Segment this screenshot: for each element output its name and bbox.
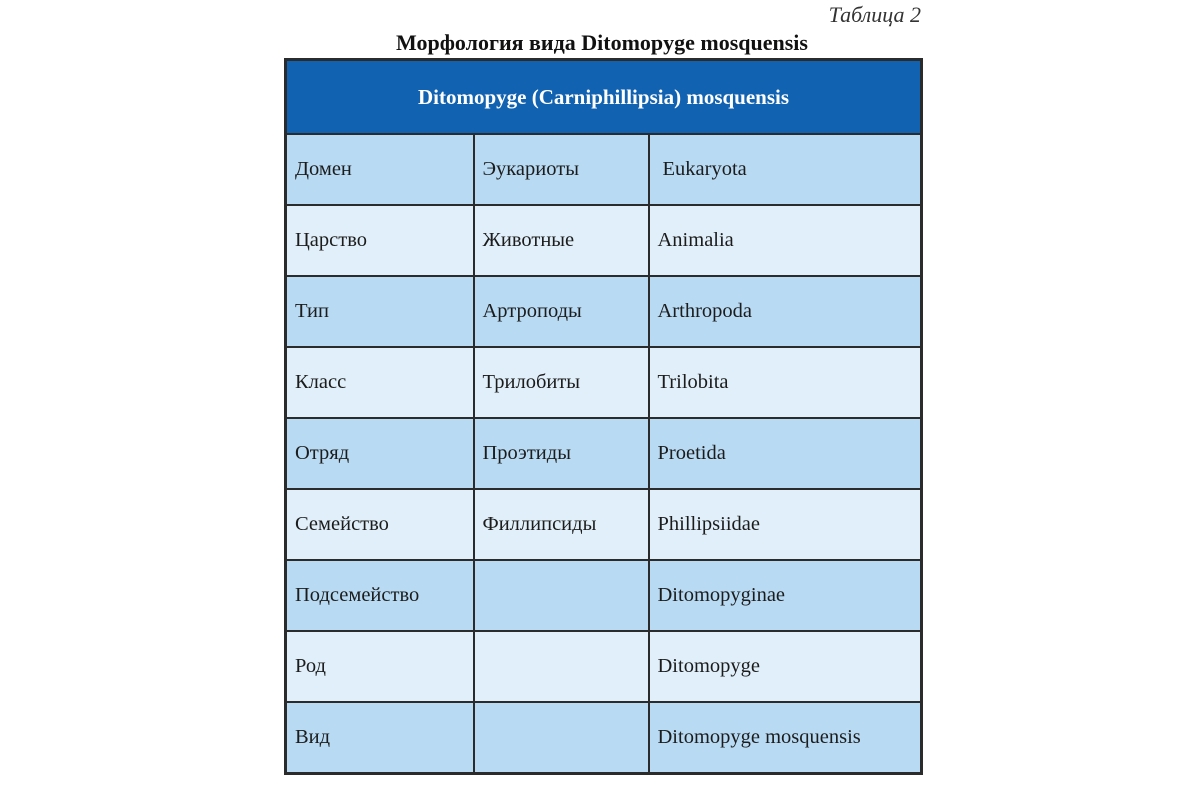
table-number: Таблица 2 xyxy=(828,2,921,27)
rank-cell: Домен xyxy=(286,134,474,205)
rank-cell: Царство xyxy=(286,205,474,276)
latin-name-cell: Ditomopyge xyxy=(649,631,922,702)
table-row xyxy=(286,276,922,347)
table-row xyxy=(286,418,922,489)
latin-name-cell: Proetida xyxy=(649,418,922,489)
latin-name-cell: Ditomopyginae xyxy=(649,560,922,631)
rank-cell: Тип xyxy=(286,276,474,347)
table-row xyxy=(286,134,922,205)
table-row xyxy=(286,489,922,560)
russian-name-cell: Трилобиты xyxy=(474,347,649,418)
russian-name-cell: Животные xyxy=(474,205,649,276)
russian-name-cell: Проэтиды xyxy=(474,418,649,489)
russian-name-cell: Филлипсиды xyxy=(474,489,649,560)
latin-name-cell: Phillipsiidae xyxy=(649,489,922,560)
russian-name-cell: Артроподы xyxy=(474,276,649,347)
table-row xyxy=(286,702,922,774)
rank-cell: Вид xyxy=(286,702,474,774)
russian-name-cell xyxy=(474,702,649,774)
latin-name-cell: Trilobita xyxy=(649,347,922,418)
latin-name-cell: Animalia xyxy=(649,205,922,276)
taxonomy-table xyxy=(284,58,923,775)
rank-cell: Род xyxy=(286,631,474,702)
table-caption: Морфология вида Ditomopyge mosquensis xyxy=(396,30,808,55)
table-row xyxy=(286,205,922,276)
table-row xyxy=(286,631,922,702)
russian-name-cell xyxy=(474,560,649,631)
table-row xyxy=(286,560,922,631)
latin-name-cell: Eukaryota xyxy=(649,134,922,205)
rank-cell: Класс xyxy=(286,347,474,418)
table-header: Ditomopyge (Carniphillipsia) mosquensis xyxy=(286,60,922,135)
latin-name-cell: Ditomopyge mosquensis xyxy=(649,702,922,774)
latin-name-cell: Arthropoda xyxy=(649,276,922,347)
russian-name-cell xyxy=(474,631,649,702)
rank-cell: Подсемейство xyxy=(286,560,474,631)
russian-name-cell: Эукариоты xyxy=(474,134,649,205)
table-row xyxy=(286,347,922,418)
rank-cell: Семейство xyxy=(286,489,474,560)
rank-cell: Отряд xyxy=(286,418,474,489)
